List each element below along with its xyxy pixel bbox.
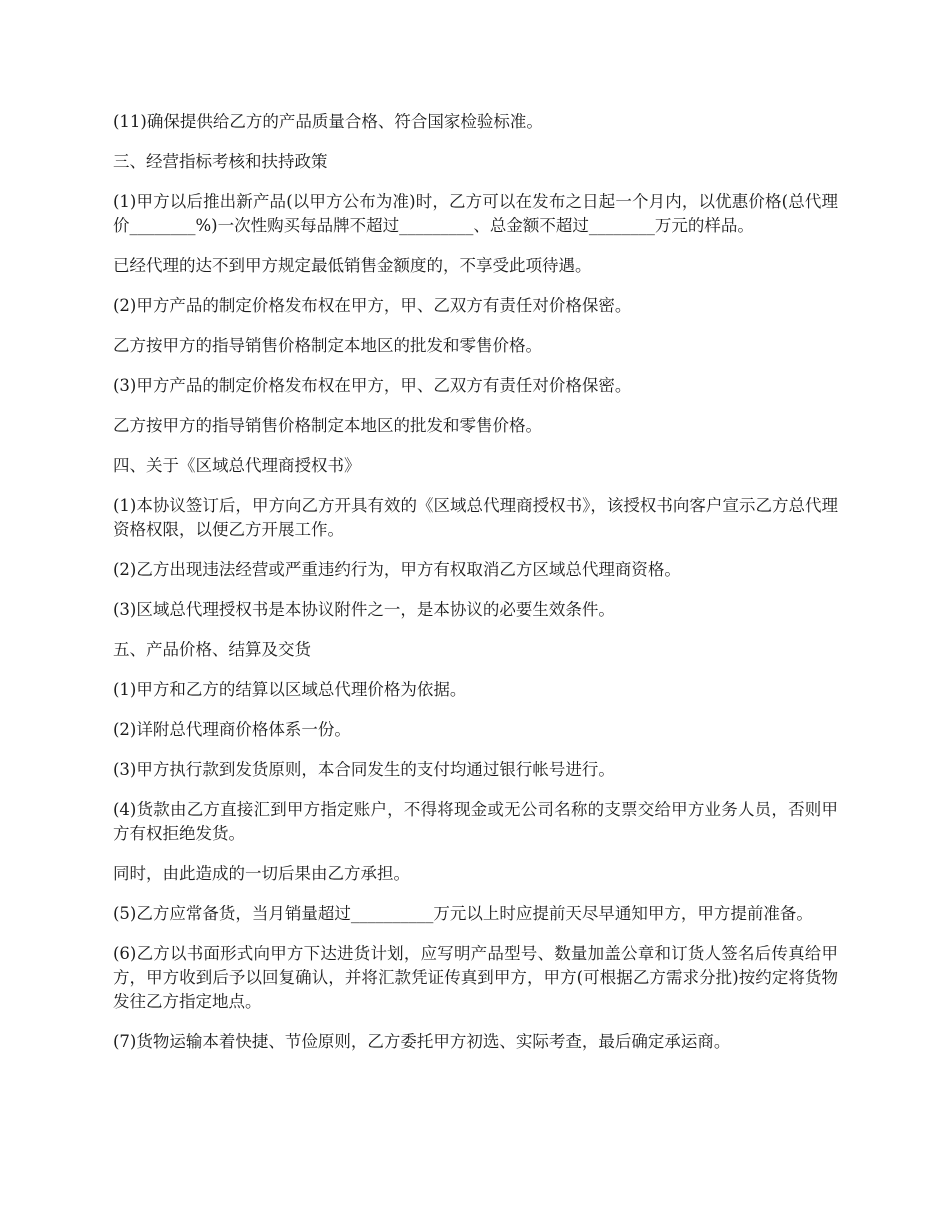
clause-4-1-authorization: (1)本协议签订后，甲方向乙方开具有效的《区域总代理商授权书》，该授权书向客户宣示乙方总代理资格权限，以便乙方开展工作。 — [113, 496, 838, 539]
clause-11-quality: (11)确保提供给乙方的产品质量合格、符合国家检验标准。 — [113, 112, 543, 131]
clause-5-4-note: 同时，由此造成的一切后果由乙方承担。 — [113, 864, 410, 883]
clause-3-2-pricing: (2)甲方产品的制定价格发布权在甲方，甲、乙双方有责任对价格保密。 — [113, 296, 632, 315]
clause-5-2-price-system: (2)详附总代理商价格体系一份。 — [113, 720, 351, 739]
clause-5-3-payment: (3)甲方执行款到发货原则，本合同发生的支付均通过银行帐号进行。 — [113, 760, 615, 779]
clause-3-3-note: 乙方按甲方的指导销售价格制定本地区的批发和零售价格。 — [113, 416, 542, 435]
clause-5-5-stock: (5)乙方应常备货，当月销量超过__________万元以上时应提前天尽早通知甲方，甲方提前准备。 — [113, 904, 813, 923]
clause-5-6-purchase-plan: (6)乙方以书面形式向甲方下达进货计划，应写明产品型号、数量加盖公章和订货人签名后传真给甲方，甲方收到后予以回复确认，并将汇款凭证传真到甲方，甲方(可根据乙方需求分批)按约定将货物发往乙方指定地点。 — [113, 944, 838, 1011]
clause-3-1-note: 已经代理的达不到甲方规定最低销售金额度的，不享受此项待遇。 — [113, 256, 592, 275]
clause-4-3-attachment: (3)区域总代理授权书是本协议附件之一，是本协议的必要生效条件。 — [113, 600, 615, 619]
section-4-heading: 四、关于《区域总代理商授权书》 — [113, 456, 361, 475]
clause-5-1-settlement: (1)甲方和乙方的结算以区域总代理价格为依据。 — [113, 680, 467, 699]
clause-3-2-note: 乙方按甲方的指导销售价格制定本地区的批发和零售价格。 — [113, 336, 542, 355]
clause-5-7-transport: (7)货物运输本着快捷、节俭原则，乙方委托甲方初选、实际考查，最后确定承运商。 — [113, 1032, 731, 1051]
section-5-heading: 五、产品价格、结算及交货 — [113, 640, 311, 659]
section-3-heading: 三、经营指标考核和扶持政策 — [113, 152, 328, 171]
clause-5-4-remittance: (4)货款由乙方直接汇到甲方指定账户，不得将现金或无公司名称的支票交给甲方业务人员，否则甲方有权拒绝发货。 — [113, 800, 838, 843]
document-body — [113, 110, 838, 1070]
clause-3-1-new-products: (1)甲方以后推出新产品(以甲方公布为准)时，乙方可以在发布之日起一个月内，以优惠价格(总代理价________%)一次性购买每品牌不超过_________、总金额不超过________万元的样品。 — [113, 192, 838, 235]
clause-4-2-revocation: (2)乙方出现违法经营或严重违约行为，甲方有权取消乙方区域总代理商资格。 — [113, 560, 681, 579]
clause-3-3-pricing: (3)甲方产品的制定价格发布权在甲方，甲、乙双方有责任对价格保密。 — [113, 376, 632, 395]
